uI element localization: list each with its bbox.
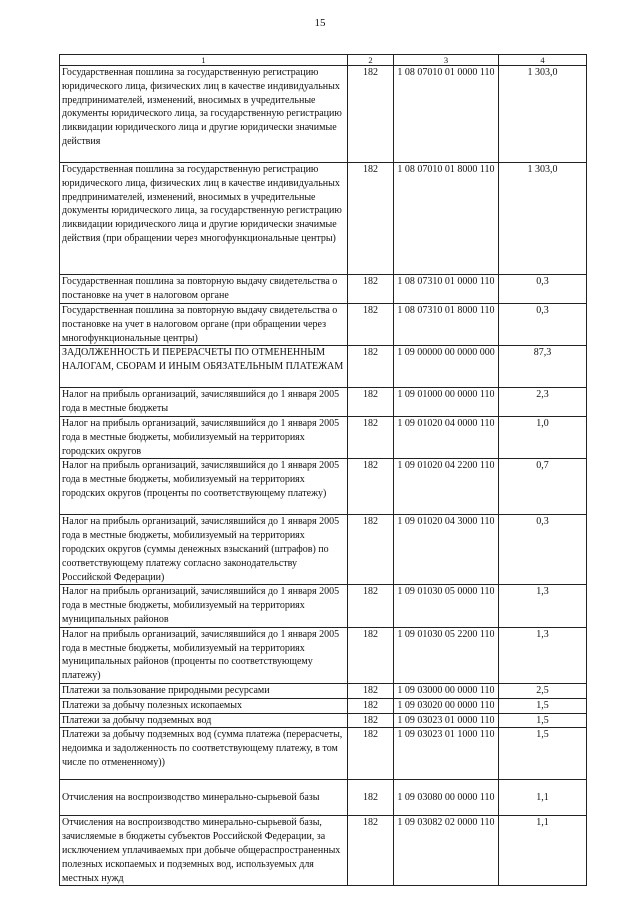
row-classification-code: 1 09 01020 04 3000 110: [394, 515, 499, 585]
row-admin-code: 182: [348, 728, 394, 780]
row-classification-code: 1 09 01030 05 2200 110: [394, 627, 499, 683]
row-name: Отчисления на воспроизводство минерально-сырьевой базы: [60, 780, 348, 816]
row-classification-code: 1 09 01020 04 2200 110: [394, 459, 499, 515]
row-admin-code: 182: [348, 66, 394, 163]
row-name: Налог на прибыль организаций, зачислявшийся до 1 января 2005 года в местные бюджеты, мобилизуемый на территориях муниципальных районов: [60, 585, 348, 627]
row-admin-code: 182: [348, 627, 394, 683]
budget-revenue-table: [59, 54, 587, 886]
table-row: [60, 515, 587, 585]
row-name: Налог на прибыль организаций, зачислявшийся до 1 января 2005 года в местные бюджеты, мобилизуемый на территориях городских округов (суммы денежных взысканий (штрафов) по соответствующему платежу согласно законодательству Российской Федерации): [60, 515, 348, 585]
row-classification-code: 1 09 00000 00 0000 000: [394, 346, 499, 388]
row-admin-code: 182: [348, 515, 394, 585]
table-row: [60, 66, 587, 163]
row-name: Платежи за добычу подземных вод (сумма платежа (перерасчеты, недоимка и задолженность по соответствующему платежу, в том числе по отмененному)): [60, 728, 348, 780]
header-cell-4: 4: [499, 55, 587, 66]
table-row: [60, 780, 587, 816]
header-cell-1: 1: [60, 55, 348, 66]
row-name: Платежи за пользование природными ресурсами: [60, 683, 348, 698]
row-amount: 2,5: [499, 683, 587, 698]
table-row: [60, 388, 587, 417]
row-name: Платежи за добычу полезных ископаемых: [60, 698, 348, 713]
row-amount: 1,5: [499, 713, 587, 728]
table-row: [60, 304, 587, 346]
row-admin-code: 182: [348, 585, 394, 627]
row-name: Государственная пошлина за государственную регистрацию юридического лица, физических лиц в качестве индивидуальных предпринимателей, изменений, вносимых в учредительные документы юридического лица, за государственную регистрацию ликвидации юридического лица и другие юридически значимые действия (при обращении через многофункциональные центры): [60, 163, 348, 275]
row-classification-code: 1 09 01030 05 0000 110: [394, 585, 499, 627]
row-amount: 1 303,0: [499, 163, 587, 275]
table-row: [60, 585, 587, 627]
header-cell-2: 2: [348, 55, 394, 66]
row-name: Государственная пошлина за повторную выдачу свидетельства о постановке на учет в налоговом органе (при обращении через многофункциональные центры): [60, 304, 348, 346]
row-classification-code: 1 09 03082 02 0000 110: [394, 816, 499, 886]
table-row: [60, 728, 587, 780]
row-name: ЗАДОЛЖЕННОСТЬ И ПЕРЕРАСЧЕТЫ ПО ОТМЕНЕННЫМ НАЛОГАМ, СБОРАМ И ИНЫМ ОБЯЗАТЕЛЬНЫМ ПЛАТЕЖАМ: [60, 346, 348, 388]
table-row: [60, 816, 587, 886]
row-name: Налог на прибыль организаций, зачислявшийся до 1 января 2005 года в местные бюджеты, мобилизуемый на территориях городских округов: [60, 416, 348, 458]
row-admin-code: 182: [348, 163, 394, 275]
row-amount: 0,3: [499, 275, 587, 304]
row-amount: 1 303,0: [499, 66, 587, 163]
table-header-row: [60, 55, 587, 66]
row-admin-code: 182: [348, 459, 394, 515]
table-row: [60, 346, 587, 388]
row-admin-code: 182: [348, 346, 394, 388]
row-amount: 1,3: [499, 627, 587, 683]
row-classification-code: 1 09 03023 01 0000 110: [394, 713, 499, 728]
row-classification-code: 1 08 07310 01 8000 110: [394, 304, 499, 346]
row-classification-code: 1 09 01020 04 0000 110: [394, 416, 499, 458]
row-classification-code: 1 09 03020 00 0000 110: [394, 698, 499, 713]
row-amount: 1,1: [499, 816, 587, 886]
row-name: Государственная пошлина за государственную регистрацию юридического лица, физических лиц в качестве индивидуальных предпринимателей, изменений, вносимых в учредительные документы юридического лица, за государственную регистрацию ликвидации юридического лица и другие юридически значимые действия: [60, 66, 348, 163]
row-amount: 2,3: [499, 388, 587, 417]
table-row: [60, 163, 587, 275]
table-row: [60, 713, 587, 728]
table-row: [60, 683, 587, 698]
row-amount: 0,7: [499, 459, 587, 515]
row-admin-code: 182: [348, 780, 394, 816]
table-row: [60, 459, 587, 515]
row-classification-code: 1 09 03080 00 0000 110: [394, 780, 499, 816]
row-admin-code: 182: [348, 816, 394, 886]
row-classification-code: 1 08 07010 01 0000 110: [394, 66, 499, 163]
page-number: 15: [314, 17, 326, 29]
row-name: Государственная пошлина за повторную выдачу свидетельства о постановке на учет в налоговом органе: [60, 275, 348, 304]
row-name: Налог на прибыль организаций, зачислявшийся до 1 января 2005 года в местные бюджеты, мобилизуемый на территориях муниципальных районов (проценты по соответствующему платежу): [60, 627, 348, 683]
table-row: [60, 275, 587, 304]
row-amount: 1,3: [499, 585, 587, 627]
row-amount: 1,5: [499, 728, 587, 780]
row-classification-code: 1 09 03000 00 0000 110: [394, 683, 499, 698]
row-classification-code: 1 09 03023 01 1000 110: [394, 728, 499, 780]
row-admin-code: 182: [348, 275, 394, 304]
row-amount: 87,3: [499, 346, 587, 388]
row-admin-code: 182: [348, 416, 394, 458]
row-amount: 1,1: [499, 780, 587, 816]
row-classification-code: 1 09 01000 00 0000 110: [394, 388, 499, 417]
row-classification-code: 1 08 07310 01 0000 110: [394, 275, 499, 304]
header-cell-3: 3: [394, 55, 499, 66]
row-admin-code: 182: [348, 388, 394, 417]
row-name: Налог на прибыль организаций, зачислявшийся до 1 января 2005 года в местные бюджеты, мобилизуемый на территориях городских округов (проценты по соответствующему платежу): [60, 459, 348, 515]
table-row: [60, 627, 587, 683]
row-amount: 1,0: [499, 416, 587, 458]
row-classification-code: 1 08 07010 01 8000 110: [394, 163, 499, 275]
row-name: Налог на прибыль организаций, зачислявшийся до 1 января 2005 года в местные бюджеты: [60, 388, 348, 417]
table-row: [60, 416, 587, 458]
table-row: [60, 698, 587, 713]
row-name: Отчисления на воспроизводство минерально-сырьевой базы, зачисляемые в бюджеты субъектов Российской Федерации, за исключением уплачиваемых при добыче общераспространенных полезных ископаемых и подземных вод, используемых для местных нужд: [60, 816, 348, 886]
row-name: Платежи за добычу подземных вод: [60, 713, 348, 728]
row-amount: 1,5: [499, 698, 587, 713]
row-admin-code: 182: [348, 683, 394, 698]
row-amount: 0,3: [499, 304, 587, 346]
row-admin-code: 182: [348, 304, 394, 346]
row-amount: 0,3: [499, 515, 587, 585]
row-admin-code: 182: [348, 713, 394, 728]
row-admin-code: 182: [348, 698, 394, 713]
